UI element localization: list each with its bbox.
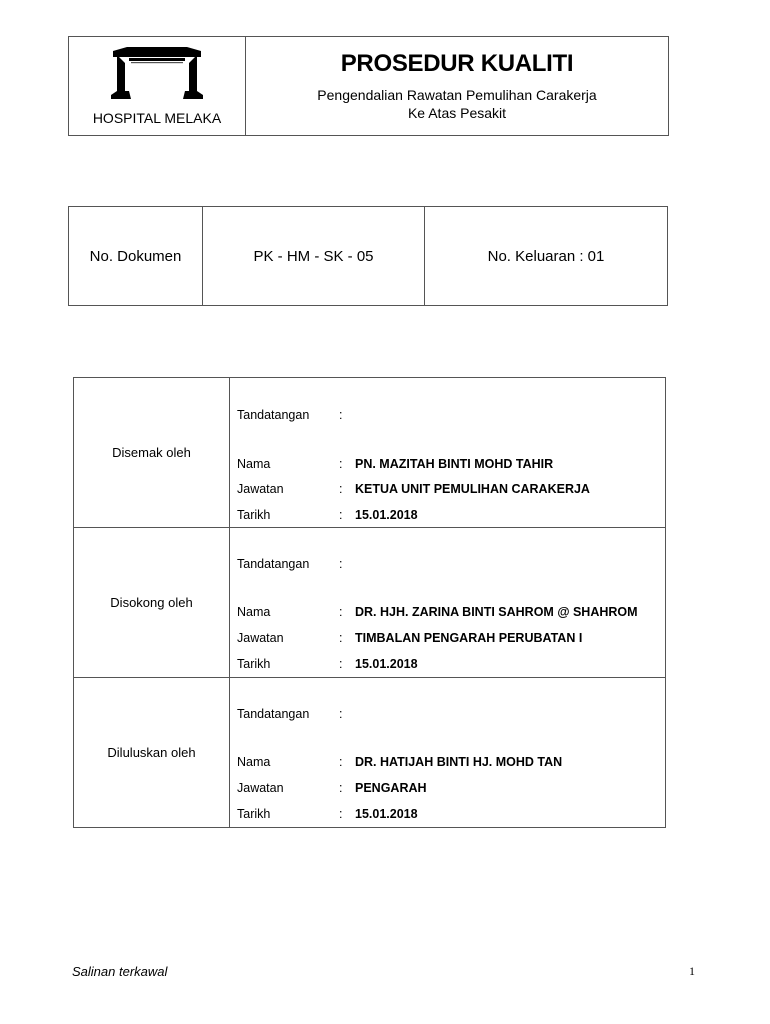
role-label: Disemak oleh [112, 445, 191, 460]
document-header [68, 36, 669, 136]
role-label: Disokong oleh [110, 595, 193, 610]
colon: : [339, 707, 343, 721]
approval-table [73, 377, 666, 828]
signature-row [237, 557, 355, 571]
doc-number: PK - HM - SK - 05 [203, 207, 425, 305]
approval-section-approved [74, 677, 665, 828]
date-row [237, 508, 418, 522]
name-label: Nama [237, 457, 271, 471]
role-label: Diluluskan oleh [107, 745, 196, 760]
date-label: Tarikh [237, 508, 271, 522]
signature-label: Tandatangan [237, 557, 310, 571]
signature-label: Tandatangan [237, 408, 310, 422]
signature-label: Tandatangan [237, 707, 310, 721]
colon: : [339, 457, 343, 471]
name-row [237, 755, 562, 769]
colon: : [339, 605, 343, 619]
colon: : [339, 781, 343, 795]
hospital-logo-icon [107, 43, 207, 107]
signature-row [237, 408, 355, 422]
date-label: Tarikh [237, 807, 271, 821]
fields-cell [230, 678, 665, 828]
fields-cell [230, 378, 665, 527]
position-label: Jawatan [237, 781, 284, 795]
issue-number: No. Keluaran : 01 [487, 247, 605, 265]
fields-cell [230, 528, 665, 678]
position-value: TIMBALAN PENGARAH PERUBATAN I [355, 631, 583, 645]
approval-section-reviewed [74, 378, 665, 527]
logo-cell [69, 37, 246, 135]
position-row [237, 482, 590, 496]
date-row [237, 807, 418, 821]
footer-note: Salinan terkawal [72, 964, 168, 979]
signature-row [237, 707, 355, 721]
position-value: KETUA UNIT PEMULIHAN CARAKERJA [355, 482, 590, 496]
subtitle-line-1: Pengendalian Rawatan Pemulihan Carakerja [317, 87, 597, 103]
page-number: 1 [689, 964, 695, 978]
colon: : [339, 408, 343, 422]
role-cell [74, 378, 230, 527]
role-cell [74, 678, 230, 828]
document-info-table [68, 206, 668, 306]
date-value: 15.01.2018 [355, 657, 418, 671]
position-row [237, 631, 582, 645]
hospital-name: HOSPITAL MELAKA [92, 110, 222, 126]
page-title: PROSEDUR KUALITI [340, 50, 574, 77]
position-label: Jawatan [237, 482, 284, 496]
name-value: PN. MAZITAH BINTI MOHD TAHIR [355, 457, 554, 471]
position-row [237, 781, 427, 795]
date-row [237, 657, 418, 671]
doc-label: No. Dokumen [69, 207, 203, 305]
name-label: Nama [237, 605, 271, 619]
position-label: Jawatan [237, 631, 284, 645]
colon: : [339, 557, 343, 571]
date-label: Tarikh [237, 657, 271, 671]
name-value: DR. HJH. ZARINA BINTI SAHROM @ SHAHROM [355, 605, 638, 619]
colon: : [339, 508, 343, 522]
title-cell [246, 37, 668, 135]
colon: : [339, 482, 343, 496]
colon: : [339, 631, 343, 645]
name-value: DR. HATIJAH BINTI HJ. MOHD TAN [355, 755, 563, 769]
colon: : [339, 807, 343, 821]
position-value: PENGARAH [355, 781, 427, 795]
colon: : [339, 755, 343, 769]
subtitle-line-2: Ke Atas Pesakit [407, 105, 507, 121]
name-row [237, 457, 553, 471]
role-cell [74, 528, 230, 678]
date-value: 15.01.2018 [355, 508, 418, 522]
name-row [237, 605, 638, 619]
colon: : [339, 657, 343, 671]
approval-section-supported [74, 527, 665, 678]
date-value: 15.01.2018 [355, 807, 418, 821]
page-subtitle [246, 86, 668, 122]
name-label: Nama [237, 755, 271, 769]
